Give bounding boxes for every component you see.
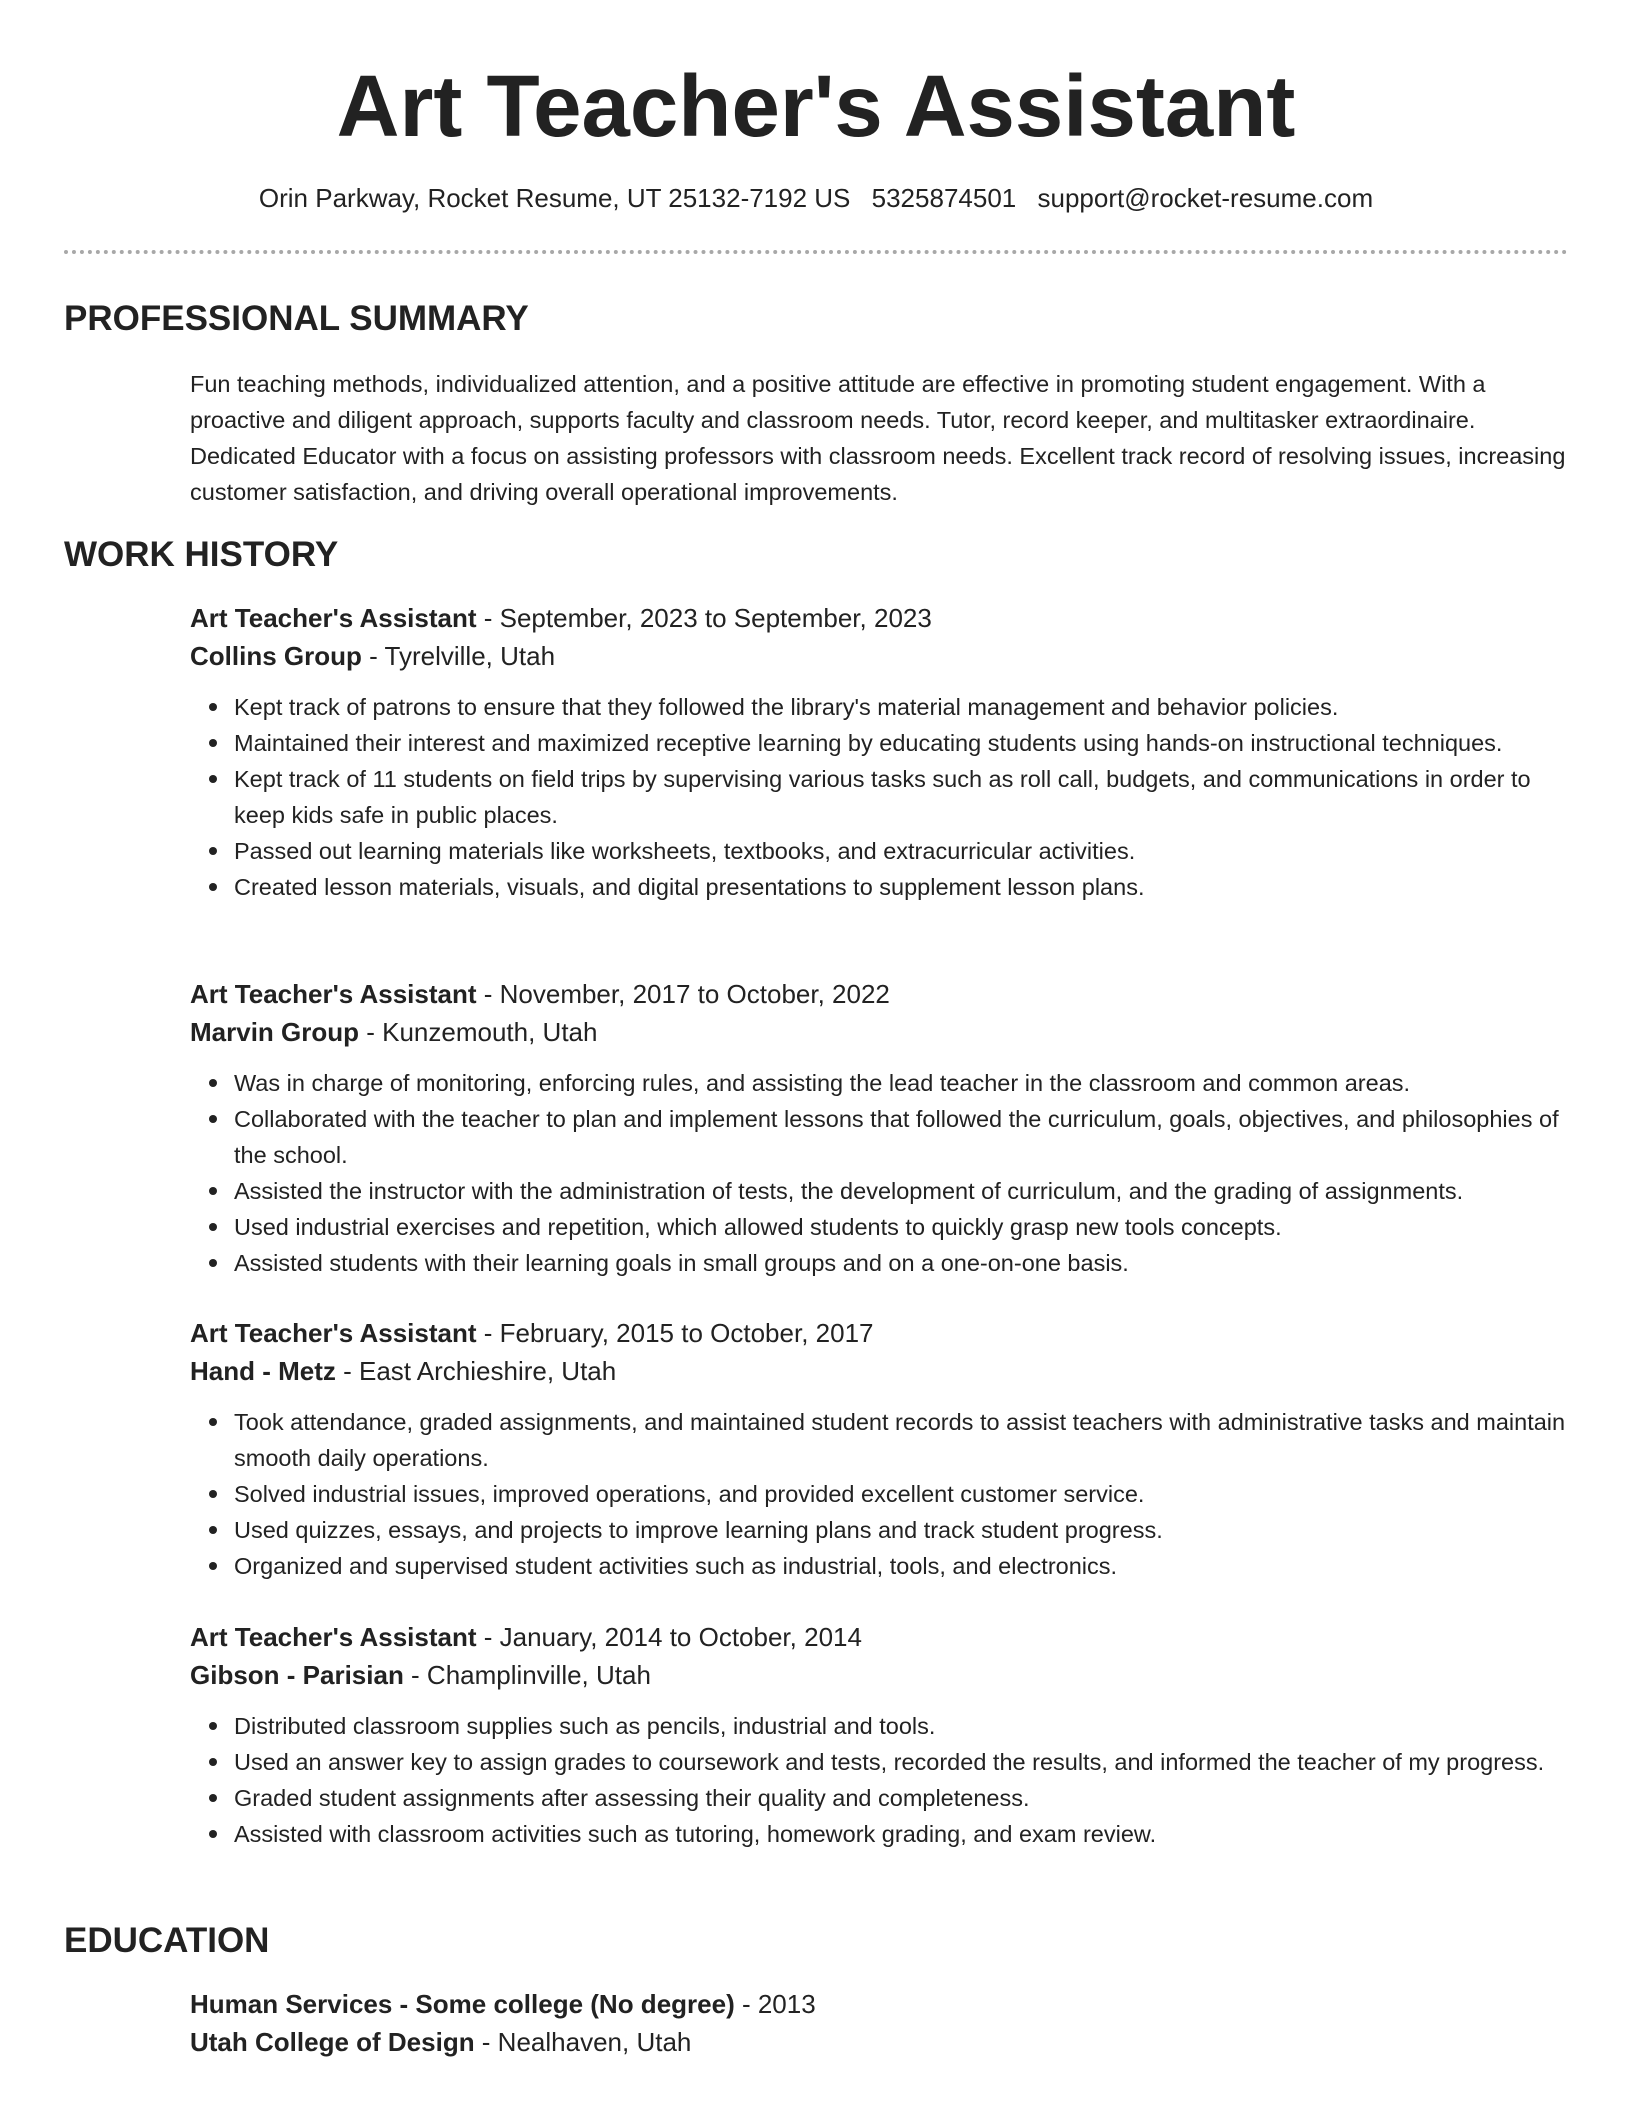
job-company-line (190, 1013, 1570, 1051)
job-location: - Tyrelville, Utah (361, 641, 556, 671)
job-bullet: Used quizzes, essays, and projects to improve learning plans and track student progress. (234, 1512, 1570, 1548)
section-title-work-history: WORK HISTORY (64, 535, 339, 574)
section-title-education: EDUCATION (64, 1921, 270, 1960)
job-bullet: Collaborated with the teacher to plan and implement lessons that followed the curriculum, goals, objectives, and philosophies of the school. (234, 1101, 1570, 1173)
job-title-line (190, 599, 1570, 637)
job-bullet-list (190, 1708, 1570, 1852)
job-bullet: Assisted with classroom activities such as tutoring, homework grading, and exam review. (234, 1816, 1570, 1852)
job-title-line (190, 1618, 1570, 1656)
job-entry (190, 1618, 1570, 1852)
job-entry (190, 975, 1570, 1281)
job-company: Marvin Group (190, 1017, 360, 1047)
job-bullet: Was in charge of monitoring, enforcing rules, and assisting the lead teacher in the classroom and common areas. (234, 1065, 1570, 1101)
job-entry (190, 599, 1570, 905)
job-dates: - February, 2015 to October, 2017 (476, 1318, 874, 1348)
job-dates: - September, 2023 to September, 2023 (476, 603, 932, 633)
job-position: Art Teacher's Assistant (190, 603, 477, 633)
job-bullet: Assisted the instructor with the administration of tests, the development of curriculum, and the grading of assignments. (234, 1173, 1570, 1209)
job-bullet: Kept track of 11 students on field trips by supervising various tasks such as roll call, budgets, and communications in order to keep kids safe in public places. (234, 761, 1570, 833)
contact-address: Orin Parkway, Rocket Resume, UT 25132-7192 US (258, 183, 851, 213)
job-company: Collins Group (190, 641, 362, 671)
job-bullet: Solved industrial issues, improved operations, and provided excellent customer service. (234, 1476, 1570, 1512)
job-entry (190, 1314, 1570, 1584)
job-bullet: Distributed classroom supplies such as pencils, industrial and tools. (234, 1708, 1570, 1744)
education-location: - Nealhaven, Utah (474, 2027, 692, 2057)
job-bullet-list (190, 689, 1570, 905)
job-position: Art Teacher's Assistant (190, 1318, 477, 1348)
job-title-line (190, 1314, 1570, 1352)
job-dates: - November, 2017 to October, 2022 (476, 979, 890, 1009)
header-divider (64, 250, 1568, 254)
job-position: Art Teacher's Assistant (190, 979, 477, 1009)
job-company: Hand - Metz (190, 1356, 336, 1386)
contact-line (0, 180, 1632, 216)
education-school-line (190, 2023, 1570, 2061)
job-bullet: Maintained their interest and maximized receptive learning by educating students using hands-on instructional techniques. (234, 725, 1570, 761)
job-bullet: Took attendance, graded assignments, and maintained student records to assist teachers with administrative tasks and maintain smooth daily operations. (234, 1404, 1570, 1476)
job-bullet: Used an answer key to assign grades to coursework and tests, recorded the results, and informed the teacher of my progress. (234, 1744, 1570, 1780)
job-bullet-list (190, 1065, 1570, 1281)
job-bullet-list (190, 1404, 1570, 1584)
job-bullet: Assisted students with their learning goals in small groups and on a one-on-one basis. (234, 1245, 1570, 1281)
resume-name-heading: Art Teacher's Assistant (336, 58, 1296, 155)
summary-text: Fun teaching methods, individualized attention, and a positive attitude are effective in promoting student engagement. With a proactive and diligent approach, supports faculty and classroom needs. Tutor, record keeper, and multitasker extraordinaire. Dedicated Educator with a focus on assisting professors with classroom needs. Excellent track record of resolving issues, increasing customer satisfaction, and driving overall operational improvements. (190, 371, 1566, 505)
job-bullet: Graded student assignments after assessing their quality and completeness. (234, 1780, 1570, 1816)
education-degree: Human Services - Some college (No degree) (190, 1989, 735, 2019)
job-bullet: Passed out learning materials like worksheets, textbooks, and extracurricular activities. (234, 833, 1570, 869)
section-title-summary: PROFESSIONAL SUMMARY (64, 299, 529, 338)
education-school: Utah College of Design (190, 2027, 475, 2057)
job-location: - Champlinville, Utah (403, 1660, 651, 1690)
job-company-line (190, 1656, 1570, 1694)
job-bullet: Organized and supervised student activities such as industrial, tools, and electronics. (234, 1548, 1570, 1584)
contact-phone: 5325874501 (871, 183, 1017, 213)
job-location: - East Archieshire, Utah (335, 1356, 617, 1386)
job-company-line (190, 1352, 1570, 1390)
job-company-line (190, 637, 1570, 675)
education-entry (190, 1985, 1570, 2061)
education-degree-line (190, 1985, 1570, 2023)
job-company: Gibson - Parisian (190, 1660, 404, 1690)
job-bullet: Kept track of patrons to ensure that they followed the library's material management and behavior policies. (234, 689, 1570, 725)
job-bullet: Created lesson materials, visuals, and digital presentations to supplement lesson plans. (234, 869, 1570, 905)
job-title-line (190, 975, 1570, 1013)
job-position: Art Teacher's Assistant (190, 1622, 477, 1652)
job-location: - Kunzemouth, Utah (359, 1017, 598, 1047)
education-year: - 2013 (734, 1989, 816, 2019)
job-bullet: Used industrial exercises and repetition, which allowed students to quickly grasp new tools concepts. (234, 1209, 1570, 1245)
contact-email: support@rocket-resume.com (1037, 183, 1374, 213)
job-dates: - January, 2014 to October, 2014 (476, 1622, 862, 1652)
